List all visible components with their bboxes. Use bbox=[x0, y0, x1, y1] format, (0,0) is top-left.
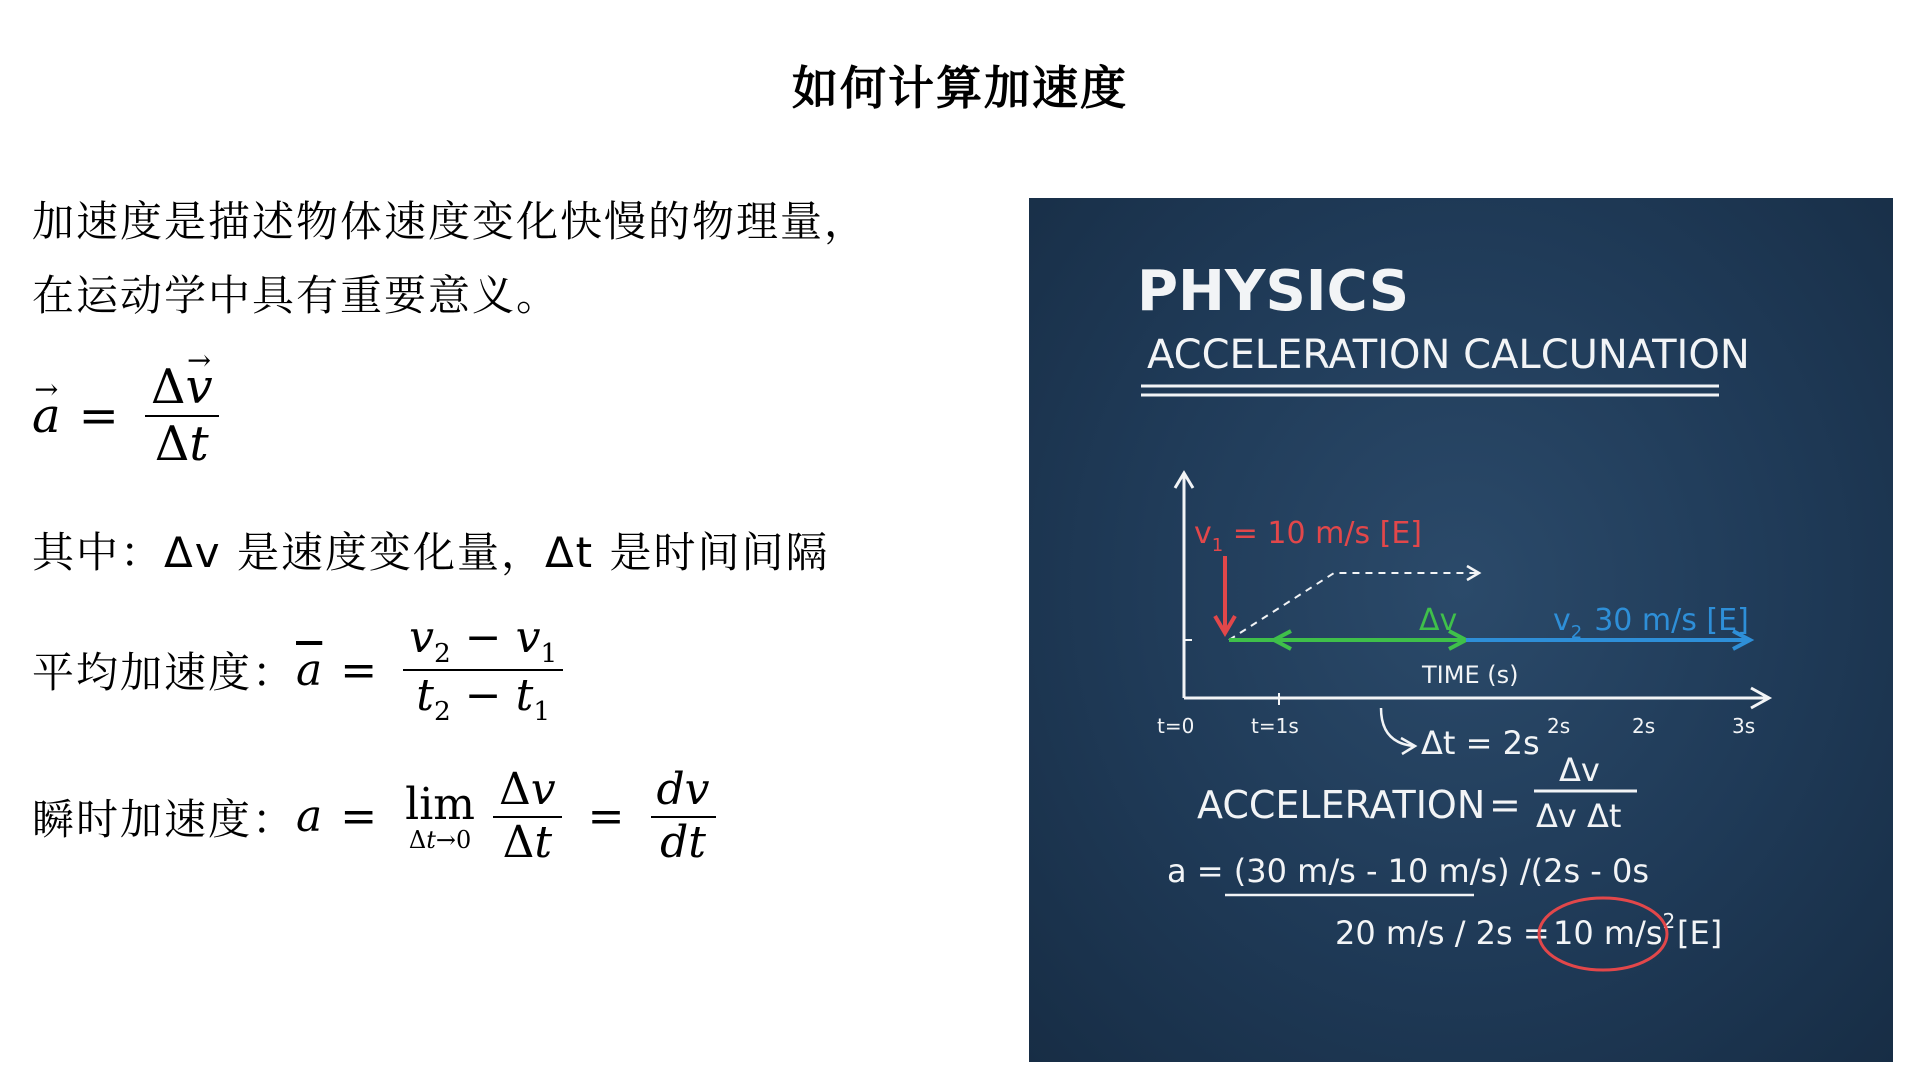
chalkboard-illustration bbox=[1029, 198, 1893, 1062]
content-column bbox=[32, 185, 992, 868]
acceleration-denominator: Δv Δt bbox=[1536, 797, 1622, 835]
intro-paragraph bbox=[32, 185, 992, 333]
where-explanation: 其中：Δv 是速度变化量，Δt 是时间间隔 bbox=[32, 528, 830, 577]
board-subtitle: ACCELERATION CALCUNATION bbox=[1147, 332, 1750, 378]
acceleration-word: ACCELERATION bbox=[1197, 783, 1486, 827]
intro-line-1: 加速度是描述物体速度变化快慢的物理量， bbox=[32, 197, 869, 246]
formula-numerator: Δ→ v bbox=[145, 360, 219, 417]
tick-label-3: 2s bbox=[1632, 714, 1656, 738]
instant-acceleration-formula: a = lim Δt→0 $\frac{\Delta v}{\Delta t}$ = $\frac{dv}{dt}$ bbox=[296, 765, 724, 868]
v2-label: $v_2$ 30 m/s [E] bbox=[1553, 603, 1749, 643]
delta-t-label: Δt = 2s bbox=[1421, 724, 1540, 762]
average-acceleration-formula: $\overline{a}$ = $\frac{v_2 - v_1}{t_2 - t_1}$ bbox=[296, 613, 571, 727]
instant-acceleration-row bbox=[32, 765, 724, 868]
board-title: PHYSICS bbox=[1137, 259, 1410, 324]
instant-acceleration-label: 瞬时加速度： bbox=[32, 794, 297, 844]
v1-label: $v_1 = 10$ m/s [E] bbox=[1194, 516, 1422, 556]
average-acceleration-row bbox=[32, 613, 571, 727]
calculation-line-2: 20 m/s / 2s = bbox=[1335, 914, 1550, 952]
chalkboard-drawing bbox=[1029, 198, 1893, 1062]
formula-equals: = bbox=[78, 388, 119, 445]
formula-fraction bbox=[145, 360, 219, 472]
calculation-result: 10 $m/s^2$ bbox=[1553, 909, 1676, 952]
page-title: 如何计算加速度 bbox=[792, 61, 1128, 115]
acceleration-definition-formula bbox=[32, 360, 227, 472]
acceleration-equals: = bbox=[1489, 783, 1521, 827]
formula-denominator: Δt bbox=[154, 416, 209, 473]
average-acceleration-label: 平均加速度： bbox=[32, 648, 297, 698]
formula-a-vector: → a bbox=[32, 388, 61, 444]
tick-label-4: 3s bbox=[1732, 714, 1756, 738]
acceleration-numerator: Δv bbox=[1559, 751, 1600, 789]
tick-label-0: t=0 bbox=[1157, 714, 1195, 738]
delta-t-curved-arrow bbox=[1381, 708, 1414, 746]
calculation-line-1: a = (30 m/s - 10 m/s) /(2s - 0s bbox=[1167, 852, 1650, 890]
calculation-unit: [E] bbox=[1677, 914, 1723, 952]
intro-line-2: 在运动学中具有重要意义。 bbox=[32, 271, 561, 320]
time-axis-label: TIME (s) bbox=[1422, 661, 1519, 689]
delta-v-label: Δv bbox=[1419, 603, 1458, 638]
tick-label-1: t=1s bbox=[1251, 714, 1299, 738]
tick-label-2: 2s bbox=[1547, 714, 1571, 738]
